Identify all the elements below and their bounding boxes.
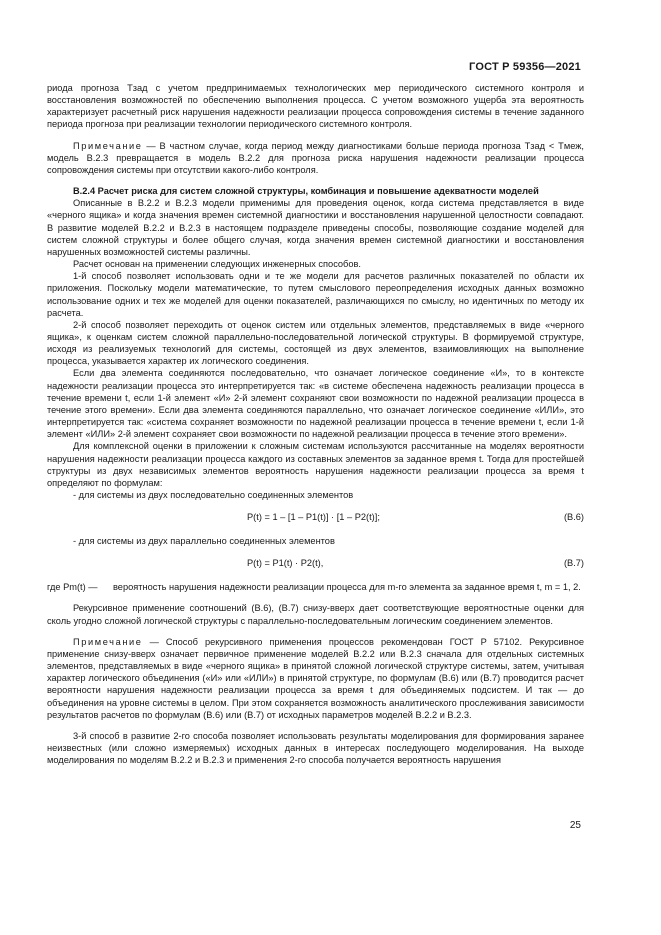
paragraph-continuation: риода прогноза Tзад с учетом предпринимаемых технологических мер периодического системного контроля и восстановления возможностей по обеспечению выполнения процесса. С учетом возможного ущерба эта вероятность характеризует расчетный риск нарушения надежности реализации процесса сопровождения системы в течение заданного периода прогноза при реализации технологии периодического системного контроля.	[47, 83, 584, 130]
where-label: где Pm(t) —	[47, 582, 98, 593]
paragraph-method-2: 2-й способ позволяет переходить от оценок систем или отдельных элементов, представляемых в виде «черного ящика», к оценкам систем сложной параллельно-последовательной логической структуры. В формируемой структуре, исходя из реализуемых технологий для системы, состоящей из двух элементов, взаимовлияющих на выполнение процесса, указывается характер их логического соединения.	[47, 319, 584, 367]
note-1-label: Примечание	[73, 140, 143, 151]
paragraph-models: Описанные в В.2.2 и В.2.3 модели применимы для проведения оценок, когда система представляется в виде «черного ящика» и когда значения времен системной диагностики и восстановления нарушенной целостности совпадают. В развитие моделей В.2.2 и В.2.3 в настоящем подразделе приведены способы, позволяющие создание моделей для систем сложной структуры и более общего случая, когда значения времен системной диагностики и восстановления нарушенных возможностей системы различны.	[47, 198, 584, 257]
formula-b6-expression: P(t) = 1 – [1 – P1(t)] · [1 – P2(t)];	[247, 512, 380, 523]
standard-header: ГОСТ Р 59356—2021	[469, 61, 581, 73]
list-item-parallel: - для системы из двух параллельно соединенных элементов	[73, 536, 335, 547]
paragraph-complex: Для комплексной оценки в приложении к сложным системам используются рассчитанные на моделях вероятности нарушения надежности реализации процесса каждого из составных элементов за заданное время t. Тогда для простейшей структуры из двух независимых элементов вероятность нарушения надежности реализации процесса за время t определяют по формулам:	[47, 441, 584, 488]
page-number: 25	[569, 820, 581, 831]
formula-b7-expression: P(t) = P1(t) · P2(t),	[247, 558, 324, 569]
where-text: вероятность нарушения надежности реализации процесса для m-го элемента за заданное время t, m = 1, 2.	[113, 582, 581, 593]
note-1-text: — В частном случае, когда период между диагностиками больше периода прогноза Tзад < Tмеж, модель В.2.3 превращается в модель В.2.2 для прогноза риска нарушения надежности реализации процесса сопровождения системы при отсутствии какого-либо контроля.	[47, 140, 584, 175]
paragraph-method-1: 1-й способ позволяет использовать одни и те же модели для расчетов различных показателей по области их приложения. Поскольку модели математические, то путем смыслового переопределения исходных данных возможно использование одних и тех же моделей для оценки показателей, различающихся по смыслу, но идентичных по методу их расчета.	[47, 271, 584, 318]
paragraph-basis: Расчет основан на применении следующих инженерных способов.	[73, 259, 361, 270]
section-heading: В.2.4 Расчет риска для систем сложной структуры, комбинация и повышение адекватности моделей	[73, 186, 539, 197]
list-item-serial: - для системы из двух последовательно соединенных элементов	[73, 490, 354, 500]
note-1	[47, 140, 584, 176]
note-2	[47, 636, 584, 721]
paragraph-recursive: Рекурсивное применение соотношений (В.6), (В.7) снизу-вверх дает соответствующие вероятностные оценки для сколь угодно сложной логической структуры с параллельно-последовательным логическим соединением элементов.	[47, 603, 584, 626]
note-2-label: Примечание	[73, 636, 143, 647]
paragraph-method-3: 3-й способ в развитие 2-го способа позволяет использовать результаты моделирования для формирования заранее неизвестных (или сложно измеряемых) исходных данных в интересах последующего моделирования. На выходе моделирования по моделям В.2.2 и В.2.3 и применения 2-го способа получается вероятность нарушения	[47, 730, 584, 766]
paragraph-logic: Если два элемента соединяются последовательно, что означает логическое соединение «И», то в контексте надежности реализации процесса это интерпретируется так: «в системе обеспечена надежность реализации процесса в течение времени t, если 1-й элемент «И» 2-й элемент сохраняют свои возможности по надежной реализации процесса в течение этого времени». Если два элемента соединяются параллельно, что означает логическое соединение «ИЛИ», это интерпретируется так: «система сохраняет возможности по надежной реализации процесса в течение времени t, если 1-й элемент «ИЛИ» 2-й элемент сохраняет свои возможности по надежной реализации процесса в течение этого времени».	[47, 368, 584, 440]
formula-b7-number: (В.7)	[563, 558, 584, 569]
formula-b6	[47, 511, 584, 523]
page-body	[47, 82, 584, 766]
where-clause	[47, 581, 584, 593]
formula-b7	[47, 557, 584, 569]
note-2-text: — Способ рекурсивного применения процессов рекомендован ГОСТ Р 57102. Рекурсивное применение снизу-вверх означает первичное применение моделей В.2.2 или В.2.3 сначала для отдельных системных элементов, представляемых в виде «черного ящика» в принятой сложной логической структуре системы, затем, учитывая характер логического объединения («И» или «ИЛИ») в принятой структуре, по формулам (В.6) или (В.7) проводится расчет вероятности нарушения надежности реализации процесса за время t для объединяемых подсистем. И так — до объединения на уровне системы в целом. При этом сохраняется возможность аналитического прослеживания зависимости результатов расчетов по формулам (В.6) или (В.7) от исходных параметров моделей В.2.2 и В.2.3.	[47, 636, 584, 720]
formula-b6-number: (В.6)	[563, 512, 584, 523]
